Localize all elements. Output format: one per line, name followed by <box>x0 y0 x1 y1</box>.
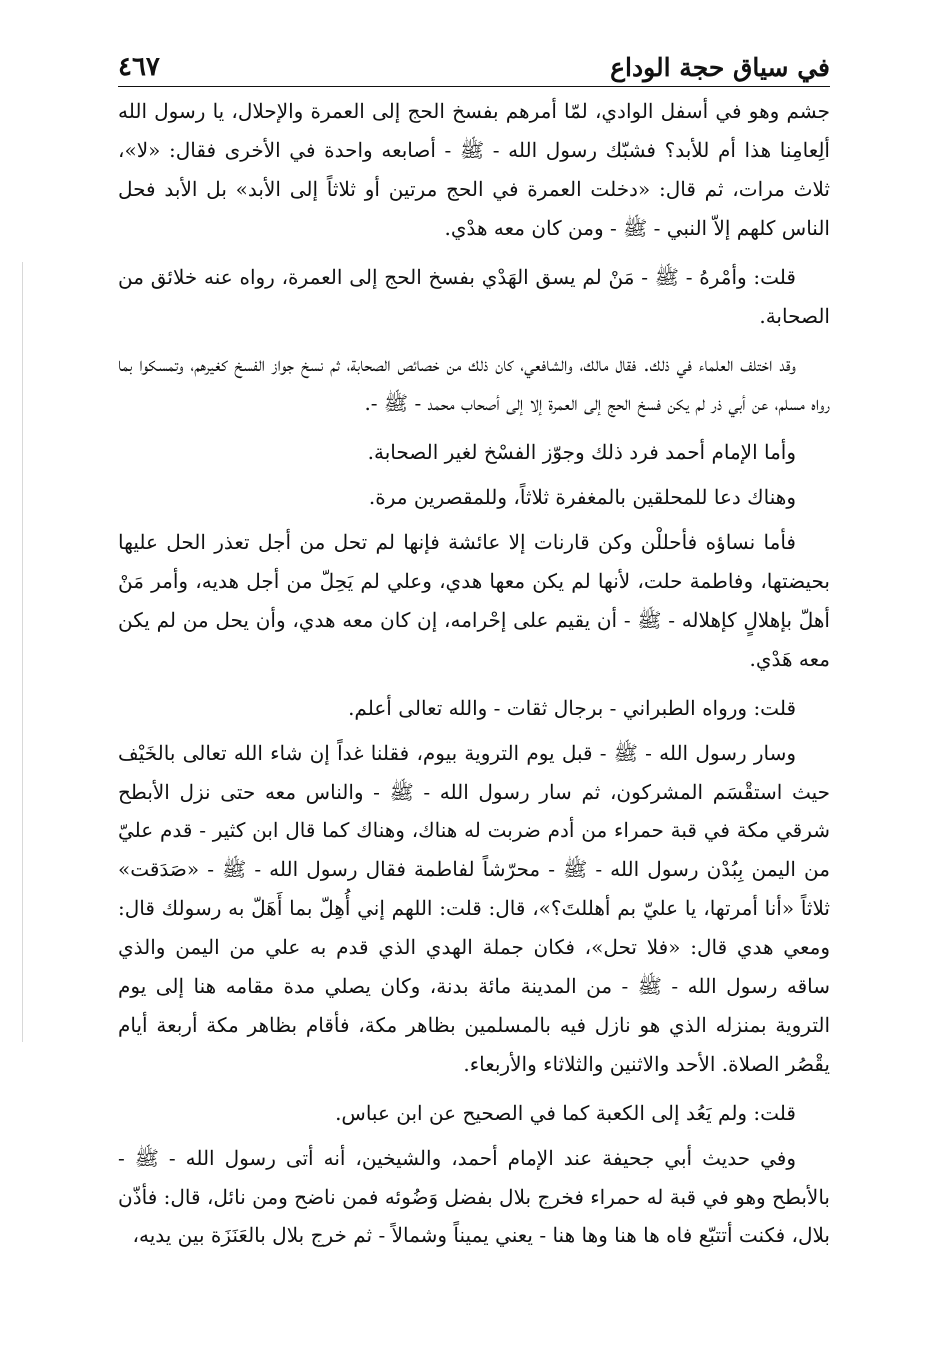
paragraph: فأما نساؤه فأحللْن وكن قارنات إلا عائشة فإنها لم تحل من أجل تعذر الحل عليها بحيضتها، وفاطمة حلت، لأنها لم يكن معها هدي، وعلي لم يَحِلّ من أجل هديه، وأمر مَنْ أهلّ بإهلالٍ كإهلاله - ﷺ - أن يقيم على إحْرامه، إن كان معه هدي، وأن يحل من لم يكن معه هَدْي. <box>118 530 830 671</box>
paragraph: وأما الإمام أحمد فرد ذلك وجوّز الفسْخ لغير الصحابة. <box>367 440 796 465</box>
page-header <box>118 38 830 87</box>
paragraph: وهناك دعا للمحلقين بالمغفرة ثلاثاً، وللمقصرين مرة. <box>368 485 796 510</box>
paragraph: وسار رسول الله - ﷺ - قبل يوم التروية بيوم، فقلنا غداً إن شاء الله تعالى بالخَيْف حيث استقْسَم المشركون، ثم سار رسول الله - ﷺ - والناس معه حتى نزل الأبطح شرقي مكة في قبة حمراء من أدم ضربت له هناك، وهناك كما قال ابن كثير - قدم عليّ من اليمن بِبُدْن رسول الله - ﷺ - محرّشاً لفاطمة فقال رسول الله - ﷺ - «صَدَقت» ثلاثاً «أنا أمرتها، يا عليّ بم أهللتَ؟»، قال: قلت: اللهم إني أُهِلّ بما أَهَلّ به رسولك قال: ومعي هدي قال: «فلا تحل»، فكان جملة الهدي الذي قدم به علي من اليمن والذي ساقه رسول الله - ﷺ - من المدينة مائة بدنة، وكان يصلي مدة مقامه هنا إلى يوم التروية بمنزله الذي هو نازل فيه بالمسلمين بظاهر مكة، فأقام بظاهر مكة أربعة أيام يقْصُر الصلاة. الأحد والاثنين والثلاثاء والأربعاء. <box>118 740 830 1076</box>
paragraph: قلت: ولم يَعُد إلى الكعبة كما في الصحيح عن ابن عباس. <box>335 1100 796 1125</box>
paragraph: قلت: ورواه الطبراني - برجال ثقات - والله تعالى أعلم. <box>348 695 796 720</box>
paragraph: قلت: وأمْرهُ - ﷺ - مَنْ لم يسق الهَدْي بفسخ الحج إلى العمرة، رواه عنه خلائق من الصحابة. <box>118 264 830 328</box>
margin-rule <box>22 262 23 1042</box>
page-number: ٤٦٧ <box>118 52 160 82</box>
paragraph: جشم وهو في أسفل الوادي، لمّا أمرهم بفسخ الحج إلى العمرة والإحلال، يا رسول الله ألِعامِنا هذا أم للأبد؟ فشبّك رسول الله - ﷺ - أصابعه واحدة في الأخرى فقال: «لا»، ثلاث مرات، ثم قال: «دخلت العمرة في الحج مرتين أو ثلاثاً إلى الأبد» بل الأبد فحل الناس كلهم إلاّ النبي - ﷺ - ومن كان معه هدْي. <box>118 99 830 240</box>
paragraph: وفي حديث أبي جحيفة عند الإمام أحمد، والشيخين، أنه أتى رسول الله - ﷺ - بالأبطح وهو في قبة له حمراء فخرج بلال بفضل وَضُوئه فمن ناضح ومن نائل، قال: فأذّن بلال، فكنت أتتبّع فاه ها هنا وها هنا - يعني يميناً وشمالاً - ثم خرج بلال بالعَنَزَة بين يديه، <box>118 1145 830 1248</box>
running-title: في سياق حجة الوداع <box>610 53 830 82</box>
paragraph: وقد اختلف العلماء في ذلك. فقال مالك، والشافعي، كان ذلك من خصائص الصحابة، ثم نسخ جواز الفسخ كغيرهم، وتمسكوا بما رواه مسلم، عن أبي ذر لم يكن فسخ الحج إلى العمرة إلا إلى أصحاب محمد - ﷺ -. <box>118 352 830 416</box>
body-text <box>118 92 830 1265</box>
